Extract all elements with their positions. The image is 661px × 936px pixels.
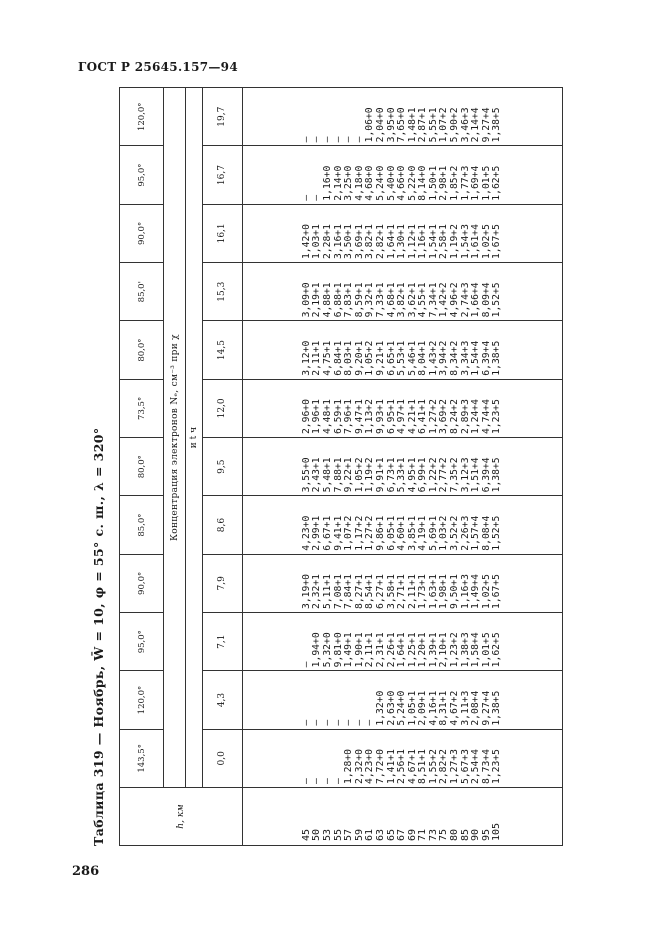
table-cell: 9,50+1 [449,574,461,610]
table-cell: 3,11+3 [459,690,471,726]
table-cell: 1,19+2 [364,457,376,493]
table-cell: 5,48+1 [321,457,333,493]
table-cell: 8,59+1 [353,282,365,318]
table-cell: 4,21+1 [406,399,418,435]
table-cell: — [343,719,355,726]
table-cell: 4,96+2 [449,282,461,318]
data-column [242,321,562,379]
table-cell: 4,19+1 [417,515,429,551]
table-cell: 1,69+4 [470,165,482,201]
table-cell: 1,90+1 [353,632,365,668]
table-cell: 8,54+1 [364,574,376,610]
time-label: и t ч [186,88,202,788]
table-cell: 2,09+1 [417,690,429,726]
table-cell: 1,03+1 [311,224,323,260]
conc-label-row [164,88,186,846]
table-cell: 1,02+5 [480,574,492,610]
lambda-header-row [120,88,164,846]
table-cell: 4,66+0 [396,165,408,201]
table-cell: 2,43+1 [311,457,323,493]
table-cell: 7,08+1 [332,574,344,610]
table-cell: 2,10+1 [438,632,450,668]
table-cell: 9,22+1 [343,457,355,493]
table-cell: 2,77+2 [438,457,450,493]
table-cell: 1,67+5 [491,574,503,610]
table-cell: 1,27+2 [427,399,439,435]
height-value: 90 [470,828,482,841]
table-cell: 2,11+1 [364,632,376,668]
table-cell: 3,69+2 [438,399,450,435]
data-column [242,671,562,729]
table-cell: 1,07+2 [438,107,450,143]
table-cell: 4,88+1 [321,282,333,318]
table-cell: 4,23+0 [300,515,312,551]
height-value: 75 [438,828,450,841]
time-header: 0,0 [202,729,242,787]
data-column [242,204,562,262]
table-cell: 7,35+2 [449,457,461,493]
lambda-header: 80,0° [120,321,164,379]
table-cell: 5,40+0 [385,165,397,201]
lambda-header: 85,0' [120,263,164,321]
table-cell: 2,26+3 [459,515,471,551]
table-cell: 3,95+0 [385,107,397,143]
table-cell: 3,62+1 [406,282,418,318]
table-cell: 4,68+1 [385,282,397,318]
table-cell: 6,65+1 [385,340,397,376]
table-cell: — [332,778,344,784]
table-cell: 5,22+0 [406,165,418,201]
table-cell: 9,47+1 [353,399,365,435]
table-cell: 9,32+1 [364,282,376,318]
time-header: 12,0 [202,379,242,437]
table-cell: 9,91+1 [374,457,386,493]
table-cell: 2,98+1 [438,165,450,201]
lambda-header: 143,5° [120,729,164,787]
table-cell: 1,39+1 [427,632,439,668]
data-column [242,496,562,554]
table-cell: 1,50+1 [427,165,439,201]
height-value: 53 [321,828,333,841]
data-column [242,554,562,612]
table-cell: 7,72+0 [374,749,386,784]
table-cell: 6,27+1 [374,574,386,610]
table-cell: 1,38+5 [491,457,503,493]
time-header: 7,1 [202,613,242,671]
table-title: Таблица 319 — Ноябрь, W̄ = 10, φ = 55° с. ш., λ = 320° [91,427,106,846]
data-column [242,729,562,787]
table-cell: 3,16+1 [332,224,344,260]
table-cell: 7,83+1 [343,282,355,318]
table-cell: 5,90+2 [449,107,461,143]
table-cell: 1,52+5 [491,282,503,318]
table-cell: 1,05+2 [364,340,376,376]
table-cell: 9,21+1 [374,340,386,376]
table-cell: 8,09+4 [480,282,492,318]
table-cell: 3,12+3 [459,457,471,493]
table-cell: 1,05+2 [353,457,365,493]
table-cell: 1,38+3 [459,632,471,668]
rotated-table-block [85,88,565,846]
height-value: 59 [353,828,365,841]
table-cell: — [332,719,344,726]
lambda-header: 120,0° [120,671,164,729]
table-cell: 6,39+4 [480,340,492,376]
table-cell: 1,96+1 [311,399,323,435]
table-cell: 1,61+4 [470,224,482,260]
height-value: 71 [417,828,429,841]
table-cell: 2,14+0 [332,165,344,201]
table-cell: 7,84+1 [343,574,355,610]
table-cell: 5,46+1 [406,340,418,376]
table-cell: 2,71+1 [396,574,408,610]
document-header: ГОСТ Р 25645.157—94 [78,60,238,74]
table-cell: 1,98+1 [438,574,450,610]
table-cell: 6,39+4 [480,457,492,493]
table-cell: 6,05+1 [385,515,397,551]
table-cell: 3,94+2 [438,340,450,376]
table-cell: 5,24+0 [374,165,386,201]
time-header: 9,5 [202,438,242,496]
time-header: 16,7 [202,146,242,204]
height-column-header: h, км [120,788,243,846]
table-cell: 1,19+2 [449,224,461,260]
table-cell: 1,77+3 [459,165,471,201]
table-cell: 4,75+1 [321,340,333,376]
table-cell: 1,42+0 [300,224,312,260]
table-cell: 5,53+1 [396,340,408,376]
table-cell: 3,34+3 [459,340,471,376]
table-cell: 3,50+1 [343,224,355,260]
table-cell: 8,04+1 [417,340,429,376]
table-cell: 1,52+5 [491,515,503,551]
table-cell: 3,85+1 [406,515,418,551]
table-cell: — [300,194,312,201]
time-header: 15,3 [202,263,242,321]
height-value: 69 [406,828,418,841]
table-cell: 1,12+1 [406,224,418,260]
table-cell: 4,68+0 [364,165,376,201]
table-cell: 1,30+1 [396,224,408,260]
table-cell: 2,82+1 [374,224,386,260]
table-cell: 2,19+1 [311,282,323,318]
table-cell: 6,41+1 [417,399,429,435]
table-cell: 1,94+0 [311,632,323,668]
table-cell: 2,31+1 [374,632,386,668]
table-cell: 1,32+0 [374,690,386,726]
table-cell: 5,24+0 [396,690,408,726]
table-cell: 1,64+1 [385,224,397,260]
height-value: 73 [427,828,439,841]
table-cell: 4,23+0 [364,749,376,784]
table-cell: 8,51+1 [417,749,429,784]
table-cell: 8,14+0 [417,165,429,201]
table-cell: 9,27+4 [480,690,492,726]
data-column [242,88,562,146]
table-cell: 2,89+3 [459,399,471,435]
table-cell: — [332,136,344,143]
table-cell: 1,48+1 [406,107,418,143]
table-cell: 1,02+5 [480,224,492,260]
table-cell: 2,74+3 [459,282,471,318]
table-cell: 2,28+1 [321,224,333,260]
table-cell: 6,84+1 [332,340,344,376]
table-cell: 3,52+2 [449,515,461,551]
table-cell: 1,54+4 [470,340,482,376]
table-cell: 2,63+0 [385,690,397,726]
table-cell: 2,14+4 [470,107,482,143]
table-cell: — [300,778,312,784]
table-cell: 1,55+2 [427,749,439,784]
data-column [242,263,562,321]
time-header: 7,9 [202,554,242,612]
table-cell: 6,73+1 [385,457,397,493]
table-cell: 1,17+2 [353,515,365,551]
height-value: 105 [491,822,503,841]
table-cell: 3,25+0 [343,165,355,201]
table-cell: 4,97+1 [396,399,408,435]
table-cell: 3,82+1 [364,224,376,260]
table-cell: — [311,194,323,201]
table-cell: 3,46+3 [459,107,471,143]
table-cell: 1,67+5 [491,224,503,260]
time-header: 8,6 [202,496,242,554]
table-cell: 4,95+1 [406,457,418,493]
height-value: 65 [385,828,397,841]
lambda-header: 85,0° [120,496,164,554]
table-cell: 2,11+1 [406,574,418,610]
table-cell: 1,54+1 [427,224,439,260]
height-value: 45 [300,828,312,841]
t-label-row [186,88,202,846]
height-value: 57 [343,828,355,841]
table-cell: 1,06+0 [364,107,376,143]
table-cell: — [311,719,323,726]
table-cell: 1,41+1 [385,749,397,784]
page-number: 286 [72,864,100,879]
table-cell: 3,82+1 [396,282,408,318]
height-value: 85 [459,828,471,841]
table-cell: 3,69+1 [353,224,365,260]
table-cell: 8,31+1 [438,690,450,726]
table-cell: 4,55+1 [417,282,429,318]
table-cell: 7,65+0 [396,107,408,143]
height-value: 63 [374,828,386,841]
table-cell: 1,22+2 [427,457,439,493]
table-cell: 5,33+1 [396,457,408,493]
electron-concentration-table [119,87,563,846]
table-cell: 1,57+4 [470,515,482,551]
height-value: 55 [332,828,344,841]
table-cell: 1,43+2 [427,340,439,376]
table-cell: 1,03+2 [438,515,450,551]
lambda-header: 73,5° [120,379,164,437]
height-value: 61 [364,828,376,841]
table-cell: 1,23+2 [449,632,461,668]
time-header: 14,5 [202,321,242,379]
table-cell: 6,95+1 [385,399,397,435]
table-cell: 1,58+4 [470,632,482,668]
table-body [120,88,563,846]
time-header-row [202,88,242,846]
table-cell: 1,23+5 [491,749,503,784]
table-cell: 1,28+0 [343,749,355,784]
table-cell: 1,54+3 [459,224,471,260]
table-cell: 4,67+2 [449,690,461,726]
data-column [242,146,562,204]
table-cell: — [311,136,323,143]
table-cell: 1,62+5 [491,632,503,668]
height-value: 80 [449,828,461,841]
table-cell: 1,01+5 [480,165,492,201]
table-cell: 4,48+1 [321,399,333,435]
table-cell: 1,05+1 [406,690,418,726]
table-cell: 2,58+1 [438,224,450,260]
table-cell: 8,34+2 [449,340,461,376]
table-cell: 1,25+1 [406,632,418,668]
table-cell: 1,42+2 [438,282,450,318]
table-cell: — [353,136,365,143]
table-cell: 1,16+3 [459,574,471,610]
table-cell: 2,08+4 [470,690,482,726]
table-cell: 3,55+0 [300,457,312,493]
table-cell: — [321,719,333,726]
table-cell: 8,27+1 [353,574,365,610]
table-cell: 1,27+2 [364,515,376,551]
table-cell: 1,07+2 [343,515,355,551]
time-header: 4,3 [202,671,242,729]
lambda-header: 95,0° [120,613,164,671]
table-cell: 5,69+1 [427,515,439,551]
table-cell: 1,49+4 [470,574,482,610]
table-cell: — [321,778,333,784]
table-cell: 2,96+0 [300,399,312,435]
height-value: 67 [396,828,408,841]
table-cell: — [300,661,312,668]
table-cell: — [300,136,312,143]
table-cell: 7,33+1 [374,282,386,318]
lambda-header: 120,0° [120,88,164,146]
data-row [242,88,562,846]
table-cell: 9,81+0 [332,632,344,668]
table-cell: 8,03+1 [343,340,355,376]
table-cell: 1,63+1 [427,574,439,610]
table-cell: 8,24+2 [449,399,461,435]
table-cell: 1,51+4 [470,457,482,493]
table-cell: — [353,719,365,726]
lambda-header: 90,0° [120,554,164,612]
table-cell: 9,93+1 [374,399,386,435]
table-cell: 7,96+1 [343,399,355,435]
table-cell: 8,73+4 [480,749,492,784]
table-cell: — [364,719,376,726]
table-cell: 6,88+1 [332,282,344,318]
height-value: 50 [311,828,323,841]
table-cell: 4,18+0 [353,165,365,201]
height-values [242,788,562,846]
table-cell: 1,62+5 [491,165,503,201]
table-cell: 2,32+0 [353,749,365,784]
time-header: 16,1 [202,204,242,262]
table-cell: 1,38+5 [491,340,503,376]
table-cell: 4,74+4 [480,399,492,435]
table-cell: 1,49+1 [343,632,355,668]
table-cell: 2,56+1 [396,749,408,784]
table-cell: 2,82+2 [438,749,450,784]
table-cell: 9,86+1 [374,515,386,551]
table-cell: 2,04+0 [374,107,386,143]
table-cell: 1,13+2 [364,399,376,435]
table-cell: 4,67+1 [406,749,418,784]
table-cell: 2,99+1 [311,515,323,551]
table-cell: — [321,136,333,143]
table-cell: — [343,136,355,143]
table-cell: 3,58+1 [385,574,397,610]
table-cell: 1,01+5 [480,632,492,668]
table-cell: 1,64+1 [396,632,408,668]
concentration-label: Концентрация электронов Nₑ, см⁻³ при χ [164,88,186,788]
table-cell: 2,11+1 [311,340,323,376]
table-cell: 1,85+2 [449,165,461,201]
data-column [242,379,562,437]
table-cell: 1,66+4 [470,282,482,318]
table-cell: 9,27+4 [480,107,492,143]
time-header: 19,7 [202,88,242,146]
table-cell: 7,88+1 [332,457,344,493]
table-cell: 1,20+1 [417,632,429,668]
table-cell: 4,60+1 [396,515,408,551]
table-cell: 9,20+1 [353,340,365,376]
table-cell: 5,55+1 [427,107,439,143]
table-cell: 4,16+1 [427,690,439,726]
table-cell: 1,73+1 [417,574,429,610]
table-cell: 5,32+0 [321,632,333,668]
table-cell: 1,16+0 [321,165,333,201]
table-cell: 5,67+3 [459,749,471,784]
table-cell: 2,26+1 [385,632,397,668]
table-cell: 1,23+5 [491,399,503,435]
table-cell: 6,67+1 [321,515,333,551]
table-cell: 3,09+0 [300,282,312,318]
table-cell: 1,38+5 [491,690,503,726]
table-cell: 1,16+1 [417,224,429,260]
table-cell: 6,99+1 [417,457,429,493]
table-cell: 1,38+5 [491,107,503,143]
data-column [242,438,562,496]
height-value: 95 [480,828,492,841]
table-cell: — [300,719,312,726]
table-cell: 2,54+4 [470,749,482,784]
table-cell: 8,08+4 [480,515,492,551]
table-cell: 3,12+0 [300,340,312,376]
lambda-header: 90,0° [120,204,164,262]
lambda-header: 80,0° [120,438,164,496]
data-column [242,613,562,671]
table-cell: 1,24+4 [470,399,482,435]
table-cell: 2,32+1 [311,574,323,610]
table-cell: 3,19+0 [300,574,312,610]
table-cell: 6,59+1 [332,399,344,435]
table-cell: — [311,778,323,784]
table-cell: 7,34+1 [427,282,439,318]
table-cell: 1,27+3 [449,749,461,784]
table-cell: 2,87+1 [417,107,429,143]
table-cell: 9,41+1 [332,515,344,551]
lambda-header: 95,0° [120,146,164,204]
table-cell: 5,11+1 [321,574,333,610]
